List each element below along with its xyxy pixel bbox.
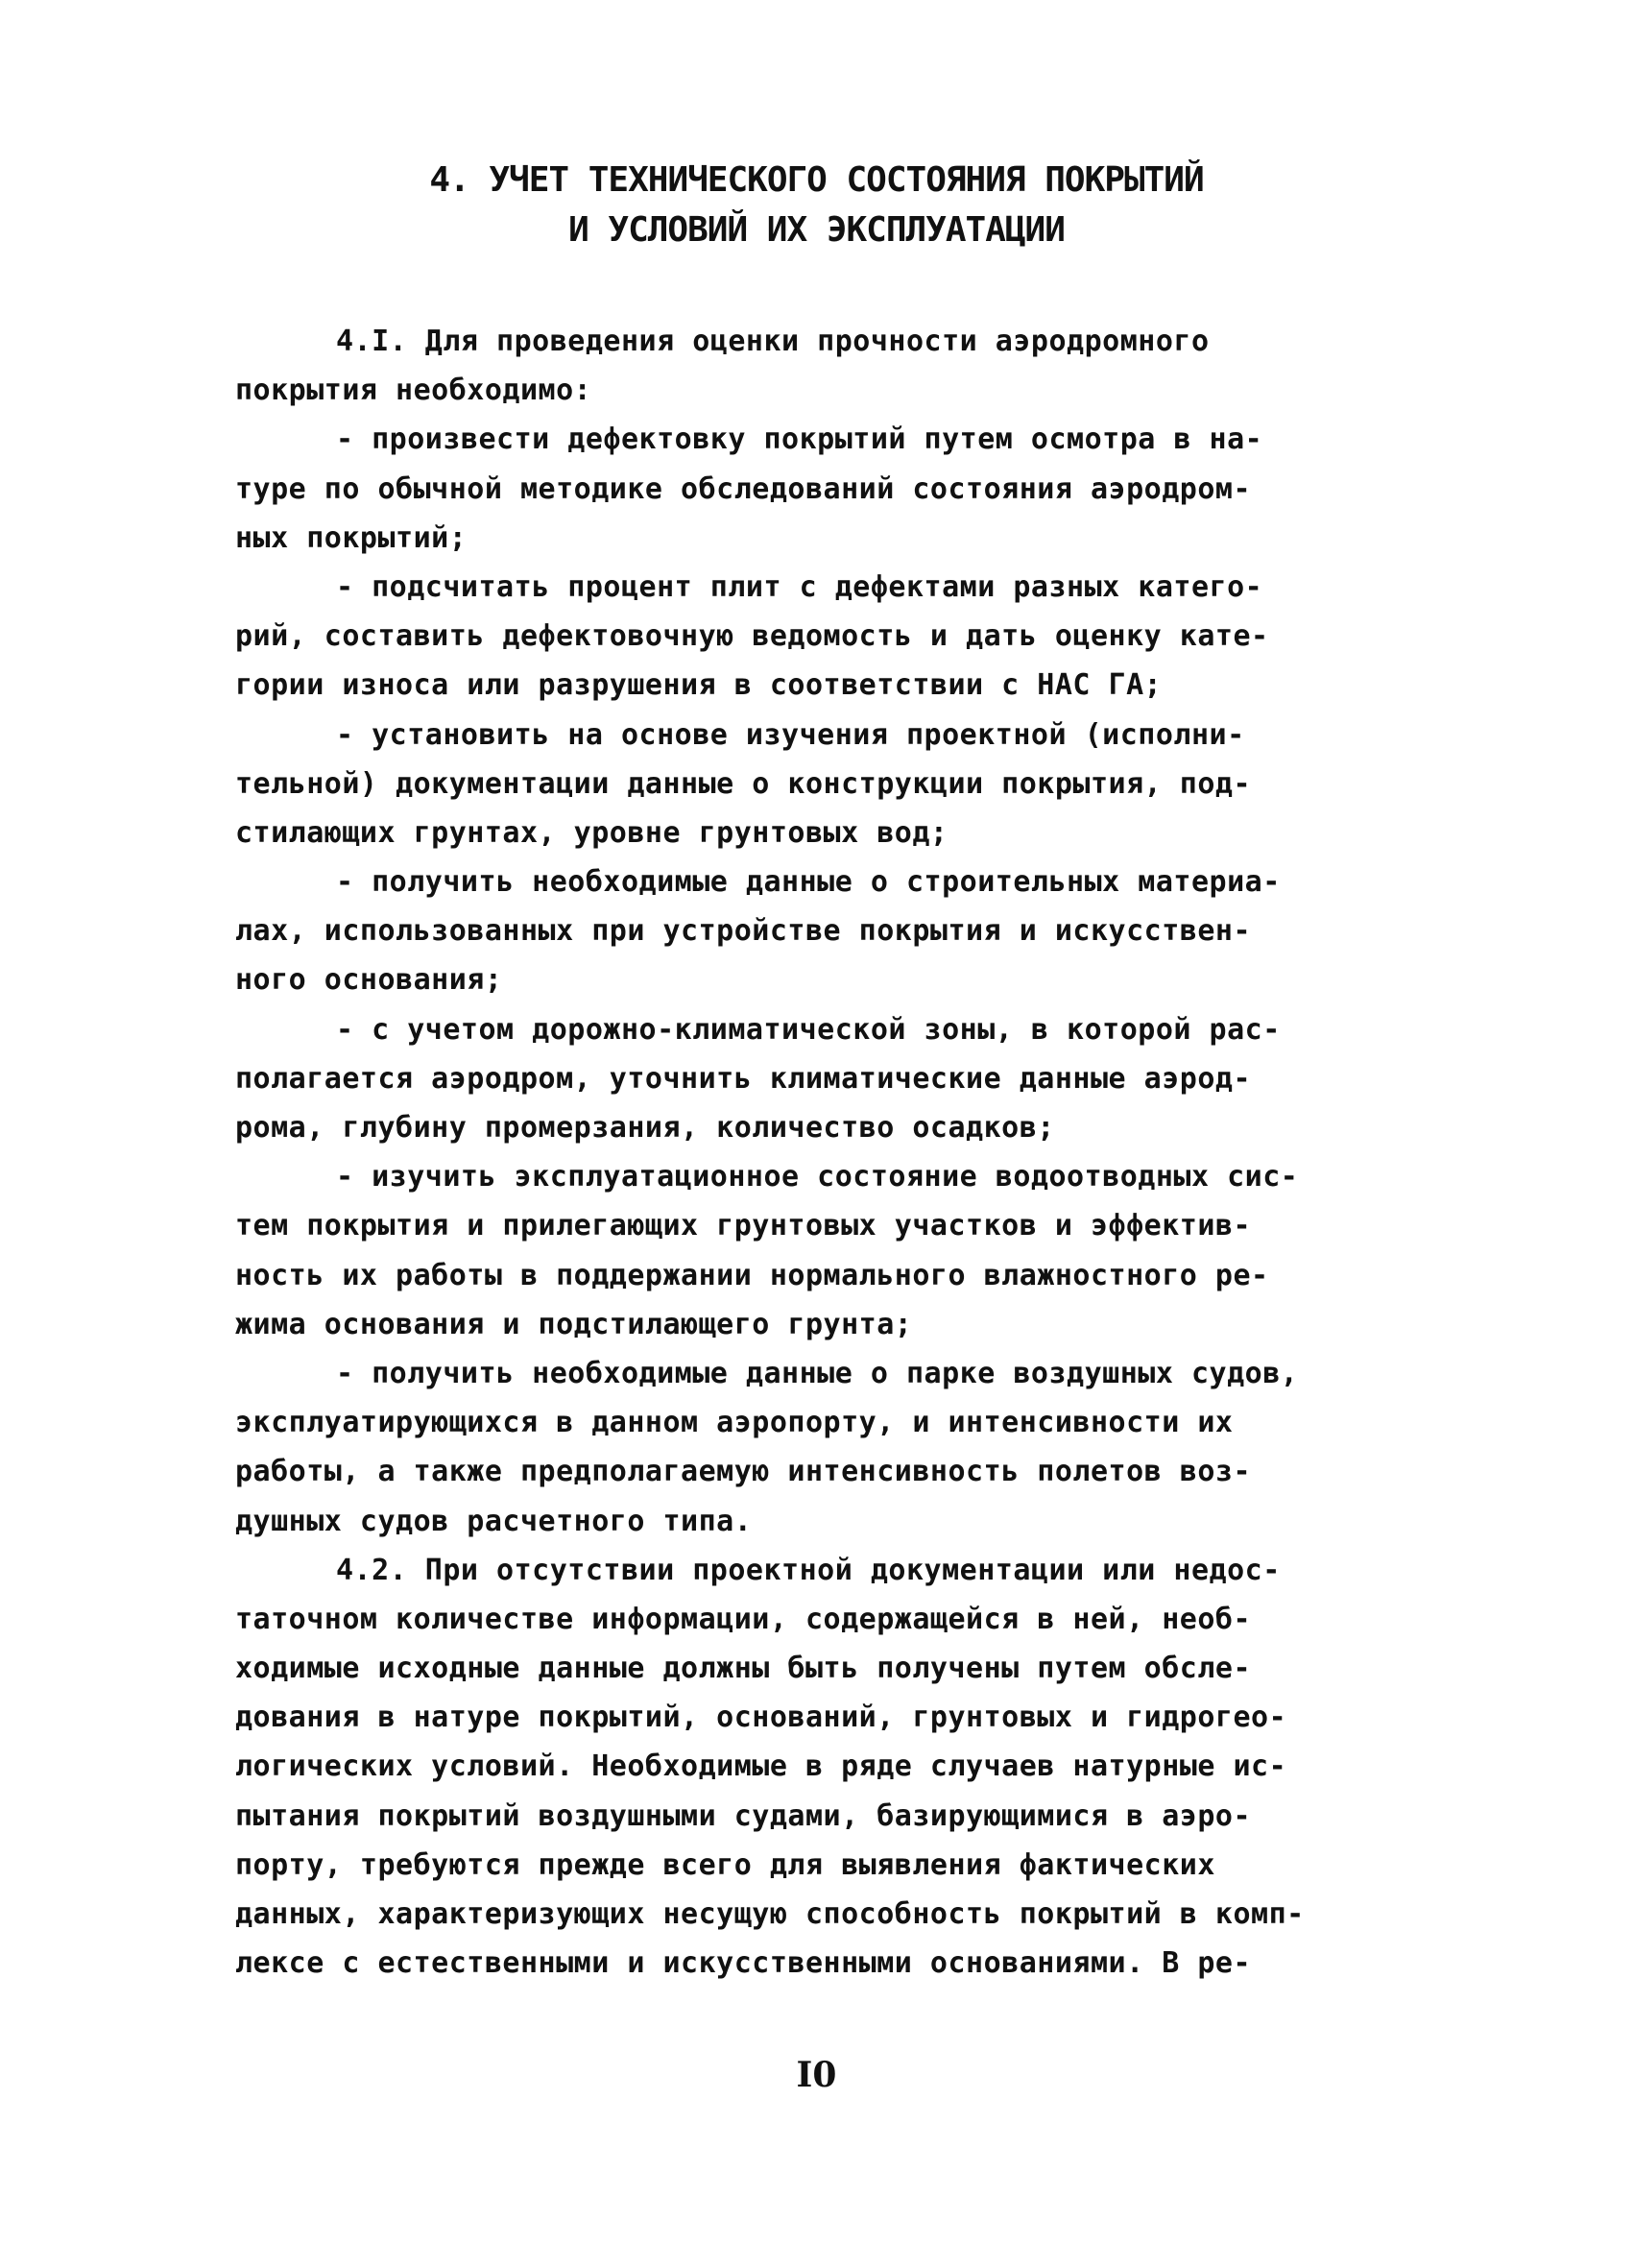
- text-line: ходимые исходные данные должны быть получены путем обсле-: [235, 1652, 1252, 1686]
- text-line: - установить на основе изучения проектной (исполни-: [336, 717, 1245, 752]
- text-line: жима основания и подстилающего грунта;: [235, 1307, 913, 1341]
- text-line: рий, составить дефектовочную ведомость и дать оценку кате-: [235, 619, 1269, 654]
- text-line: - произвести дефектовку покрытий путем осмотра в на-: [336, 422, 1263, 457]
- text-line: душных судов расчетного типа.: [235, 1504, 753, 1538]
- text-line: пытания покрытий воздушными судами, базирующимися в аэро-: [235, 1798, 1252, 1833]
- text-line: туре по обычной методике обследований состояния аэродром-: [235, 471, 1252, 506]
- page-number: I0: [796, 2055, 837, 2095]
- text-line: тем покрытия и прилегающих грунтовых участков и эффектив-: [235, 1209, 1252, 1243]
- text-line: - получить необходимые данные о парке воздушных судов,: [336, 1356, 1299, 1390]
- text-line: 4.I. Для проведения оценки прочности аэродромного: [336, 325, 1210, 358]
- text-line: эксплуатирующихся в данном аэропорту, и интенсивности их: [235, 1406, 1234, 1440]
- text-line: таточном количестве информации, содержащейся в ней, необ-: [235, 1602, 1252, 1636]
- text-line: логических условий. Необходимые в ряде случаев натурные ис-: [235, 1749, 1287, 1784]
- text-line: - с учетом дорожно-климатической зоны, в которой рас-: [336, 1012, 1281, 1047]
- text-line: стилающих грунтах, уровне грунтовых вод;: [235, 815, 949, 850]
- text-line: ных покрытий;: [235, 520, 468, 555]
- text-line: рома, глубину промерзания, количество осадков;: [235, 1111, 1055, 1145]
- body-text: [235, 317, 1397, 1988]
- text-line: полагается аэродром, уточнить климатические данные аэрод-: [235, 1061, 1252, 1096]
- text-line: - изучить эксплуатационное состояние водоотводных сис-: [336, 1160, 1299, 1194]
- text-line: - подсчитать процент плит с дефектами разных катего-: [336, 569, 1263, 604]
- text-line: данных, характеризующих несущую способность покрытий в комп-: [235, 1897, 1305, 1931]
- text-line: лах, использованных при устройстве покрытия и искусствен-: [235, 914, 1252, 949]
- section-title-line: 4. УЧЕТ ТЕХНИЧЕСКОГО СОСТОЯНИЯ ПОКРЫТИЙ: [429, 160, 1204, 200]
- section-title-line: И УСЛОВИЙ ИХ ЭКСПЛУАТАЦИИ: [568, 210, 1065, 250]
- section-title: [0, 156, 1633, 255]
- text-line: гории износа или разрушения в соответствии с НАС ГА;: [235, 668, 1163, 703]
- text-line: порту, требуются прежде всего для выявления фактических: [235, 1847, 1215, 1882]
- text-line: тельной) документации данные о конструкции покрытия, под-: [235, 766, 1252, 801]
- text-line: покрытия необходимо:: [235, 374, 592, 408]
- text-line: - получить необходимые данные о строительных материа-: [336, 865, 1281, 900]
- text-line: дования в натуре покрытий, оснований, грунтовых и гидрогео-: [235, 1701, 1287, 1735]
- text-line: 4.2. При отсутствии проектной документации или недос-: [336, 1553, 1281, 1587]
- text-line: лексе с естественными и искусственными основаниями. В ре-: [235, 1946, 1252, 1981]
- text-line: работы, а также предполагаемую интенсивность полетов воз-: [235, 1455, 1252, 1489]
- text-line: ного основания;: [235, 963, 503, 998]
- text-line: ность их работы в поддержании нормального влажностного ре-: [235, 1258, 1269, 1292]
